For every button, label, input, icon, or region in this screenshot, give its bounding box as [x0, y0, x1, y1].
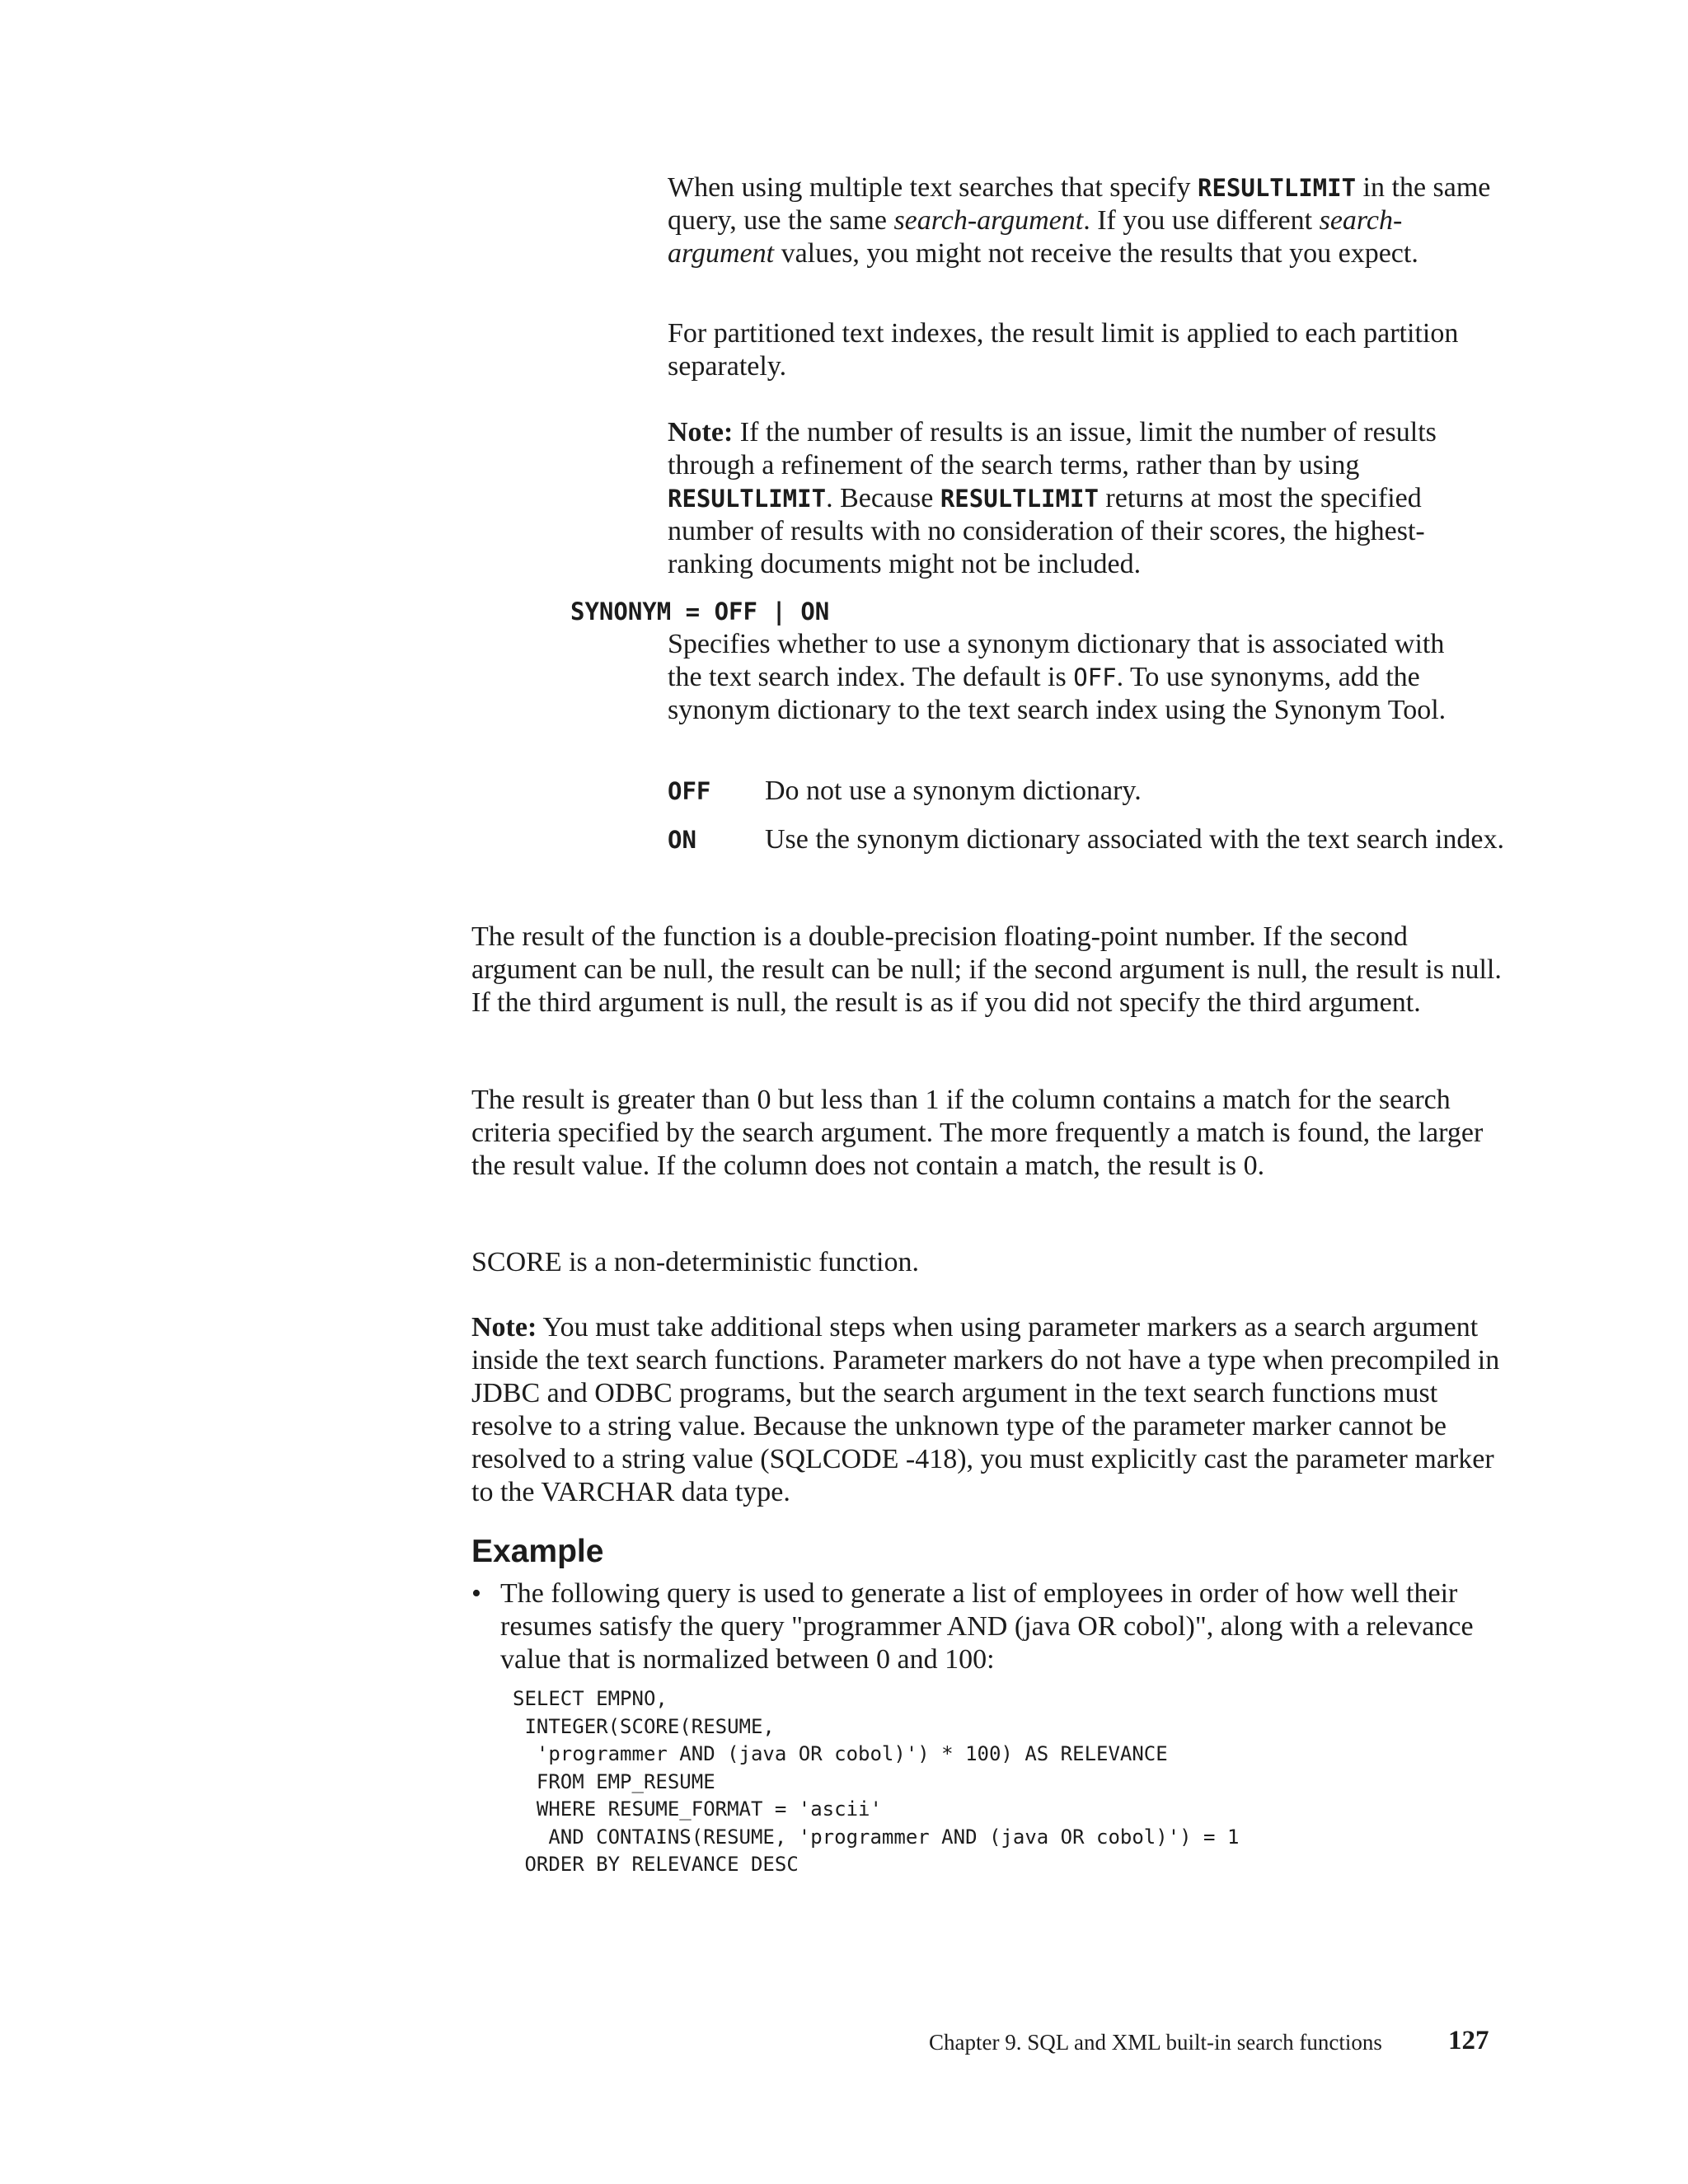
option-on-description: Use the synonym dictionary associated with the text search index. [765, 824, 1504, 855]
partition-paragraph: For partitioned text indexes, the result limit is applied to each partition separately. [668, 318, 1459, 382]
result-range-paragraph: The result is greater than 0 but less than 1 if the column contains a match for the search criteria specified by the search argument. The more frequently a match is found, the larger the result value. If the column does not contain a match, the result is 0. [471, 1085, 1484, 1181]
page-number: 127 [1448, 2026, 1489, 2055]
resultlimit-keyword: RESULTLIMIT [1197, 174, 1357, 202]
resultlimit-paragraph: When using multiple text searches that specify RESULTLIMIT in the same query, use the same search-argument. If you use different search-argument values, you might not receive the results that you expect. [668, 172, 1491, 269]
list-bullet: • [471, 1578, 481, 1609]
synonym-description: Specifies whether to use a synonym dictionary that is associated with the text search index. The default is OFF. To use synonyms, add the synonym dictionary to the text search index using the Synonym Tool. [668, 629, 1447, 725]
search-argument-term: search-argument [893, 205, 1084, 236]
result-paragraph: The result of the function is a double-precision floating-point number. If the second argument can be null, the result can be null; if the second argument is null, the result is null. If the third argument is null, the result is as if you did not specify the third argument. [471, 921, 1502, 1018]
sql-code-example: SELECT EMPNO, INTEGER(SCORE(RESUME, 'programmer AND (java OR cobol)') * 100) AS RELEVANCE FROM EMP_RESUME WHERE RESUME_FORMAT = 'ascii' AND CONTAINS(RESUME, 'programmer AND (java OR cobol)') = 1 ORDER BY RELEVANCE DESC [513, 1687, 1240, 1876]
example-heading: Example [471, 1534, 604, 1569]
option-off-description: Do not use a synonym dictionary. [765, 776, 1142, 806]
default-value: OFF [1073, 663, 1117, 691]
option-off-term: OFF [668, 777, 711, 805]
note-label: Note: [668, 417, 734, 448]
nondeterministic-paragraph: SCORE is a non-deterministic function. [471, 1247, 919, 1277]
search-argument-term: search-argument [668, 205, 1403, 269]
example-description: The following query is used to generate a list of employees in order of how well their resumes satisfy the query "programmer AND (java OR cobol)", along with a relevance value that is normalized between 0 and 100: [500, 1578, 1474, 1675]
note-resultlimit: Note: If the number of results is an issue, limit the number of results through a refinement of the search terms, rather than by using RESULTLIMIT. Because RESULTLIMIT returns at most the specified number of results with no consideration of their scores, the highest-ranking documents might not be included. [668, 417, 1437, 579]
note-label: Note: [471, 1312, 537, 1343]
synonym-parameter-term: SYNONYM = OFF | ON [570, 598, 830, 626]
footer-chapter-title: Chapter 9. SQL and XML built-in search functions [929, 2030, 1382, 2055]
note-parameter-markers: Note: You must take additional steps when using parameter markers as a search argument inside the text search functions. Parameter markers do not have a type when precompiled in JDBC and ODBC programs, but the search argument in the text search functions must resolve to a string value. Because the unknown type of the parameter marker cannot be resolved to a string value (SQLCODE -418), you must explicitly cast the parameter marker to the VARCHAR data type. [471, 1312, 1500, 1507]
option-on-term: ON [668, 826, 696, 854]
